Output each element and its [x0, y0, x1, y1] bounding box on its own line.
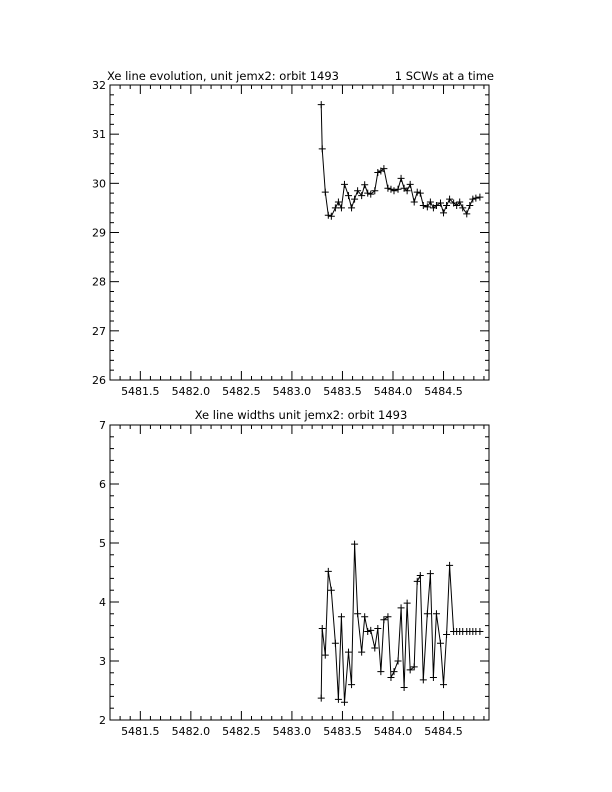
data-point-marker [440, 681, 447, 688]
x-tick-label: 5484.0 [373, 385, 413, 398]
data-point-marker [459, 204, 466, 211]
data-point-marker [387, 674, 394, 681]
chart-title: Xe line widths unit jemx2: orbit 1493 [194, 408, 408, 422]
data-point-marker [433, 610, 440, 617]
data-point-marker [341, 181, 348, 188]
y-tick-label: 6 [99, 478, 106, 491]
y-tick-label: 26 [92, 374, 106, 387]
data-point-marker [348, 204, 355, 211]
bottom-chart-xe-line-widths [99, 408, 489, 738]
y-tick-label: 3 [99, 655, 106, 668]
data-point-marker [328, 213, 335, 220]
data-point-marker [319, 625, 326, 632]
x-tick-label: 5483.5 [323, 385, 362, 398]
data-point-marker [443, 631, 450, 638]
data-point-marker [395, 658, 402, 665]
series-line [321, 544, 480, 702]
data-point-marker [338, 204, 345, 211]
data-point-marker [404, 600, 411, 607]
data-point-marker [364, 190, 371, 197]
data-point-marker [390, 187, 397, 194]
y-tick-label: 31 [92, 128, 106, 142]
data-point-marker [361, 181, 368, 188]
data-point-marker [358, 649, 365, 656]
y-tick-label: 2 [99, 714, 106, 727]
chart-title: Xe line evolution, unit jemx2: orbit 1493 [107, 69, 339, 83]
x-tick-label: 5482.5 [222, 385, 261, 398]
data-point-marker [390, 668, 397, 675]
x-tick-label: 5481.5 [121, 725, 160, 738]
data-point-marker [476, 194, 483, 201]
data-point-marker [374, 625, 381, 632]
data-point-marker [364, 628, 371, 635]
data-point-marker [407, 181, 414, 188]
data-point-marker [361, 613, 368, 620]
data-point-marker [437, 640, 444, 647]
data-point-marker [398, 175, 405, 182]
data-point-marker [367, 627, 374, 634]
chart-subtitle: 1 SCWs at a time [394, 69, 494, 83]
y-tick-label: 32 [92, 79, 106, 92]
data-point-marker [371, 645, 378, 652]
data-point-marker [469, 196, 476, 203]
data-point-marker [377, 668, 384, 675]
x-tick-label: 5482.0 [171, 385, 211, 398]
data-point-marker [417, 572, 424, 579]
data-point-marker [328, 587, 335, 594]
data-point-marker [401, 684, 408, 691]
data-point-marker [463, 210, 470, 217]
data-point-marker [322, 189, 329, 196]
x-tick-label: 5483.0 [272, 725, 312, 738]
data-point-marker [476, 628, 483, 635]
data-point-marker [411, 199, 418, 206]
data-point-marker [319, 145, 326, 152]
data-point-marker [395, 186, 402, 193]
data-point-marker [466, 202, 473, 209]
x-tick-label: 5484.5 [424, 725, 463, 738]
y-tick-label: 29 [92, 226, 106, 240]
y-tick-label: 5 [99, 537, 106, 550]
data-point-marker [351, 196, 358, 203]
data-point-marker [345, 192, 352, 199]
data-point-marker [424, 203, 431, 210]
data-point-marker [332, 204, 339, 211]
x-tick-label: 5483.5 [323, 725, 362, 738]
data-point-marker [384, 185, 391, 192]
data-point-marker [427, 199, 434, 206]
y-tick-label: 27 [92, 324, 106, 338]
x-tick-label: 5482.0 [171, 725, 211, 738]
y-tick-label: 4 [99, 596, 106, 609]
data-point-marker [440, 209, 447, 216]
x-tick-label: 5484.5 [424, 385, 463, 398]
x-tick-label: 5482.5 [222, 725, 261, 738]
data-point-marker [427, 570, 434, 577]
data-point-marker [318, 101, 325, 108]
plot-frame [110, 425, 489, 720]
data-point-marker [325, 212, 332, 219]
data-point-marker [443, 202, 450, 209]
data-point-marker [414, 578, 421, 585]
data-point-marker [325, 568, 332, 575]
data-point-marker [424, 610, 431, 617]
top-chart-xe-line-evolution [92, 69, 494, 398]
data-point-marker [332, 640, 339, 647]
data-point-marker [374, 169, 381, 176]
x-tick-label: 5481.5 [121, 385, 160, 398]
data-point-marker [351, 541, 358, 548]
data-point-marker [354, 610, 361, 617]
y-tick-label: 30 [92, 177, 106, 191]
data-point-marker [398, 604, 405, 611]
y-tick-label: 28 [92, 275, 106, 289]
data-point-marker [348, 681, 355, 688]
data-point-marker [345, 649, 352, 656]
data-point-marker [387, 186, 394, 193]
data-point-marker [446, 562, 453, 569]
data-point-marker [420, 202, 427, 209]
data-point-marker [472, 195, 479, 202]
data-point-marker [430, 674, 437, 681]
data-point-marker [341, 699, 348, 706]
x-tick-label: 5484.0 [373, 725, 413, 738]
data-point-marker [338, 613, 345, 620]
data-point-marker [318, 695, 325, 702]
series-line [321, 105, 480, 217]
y-tick-label: 7 [99, 419, 106, 432]
data-point-marker [335, 199, 342, 206]
plot-frame [110, 85, 489, 380]
data-point-marker [414, 189, 421, 196]
data-point-marker [335, 696, 342, 703]
data-point-marker [322, 652, 329, 659]
x-tick-label: 5483.0 [272, 385, 312, 398]
data-point-marker [420, 676, 427, 683]
data-point-marker [417, 190, 424, 197]
